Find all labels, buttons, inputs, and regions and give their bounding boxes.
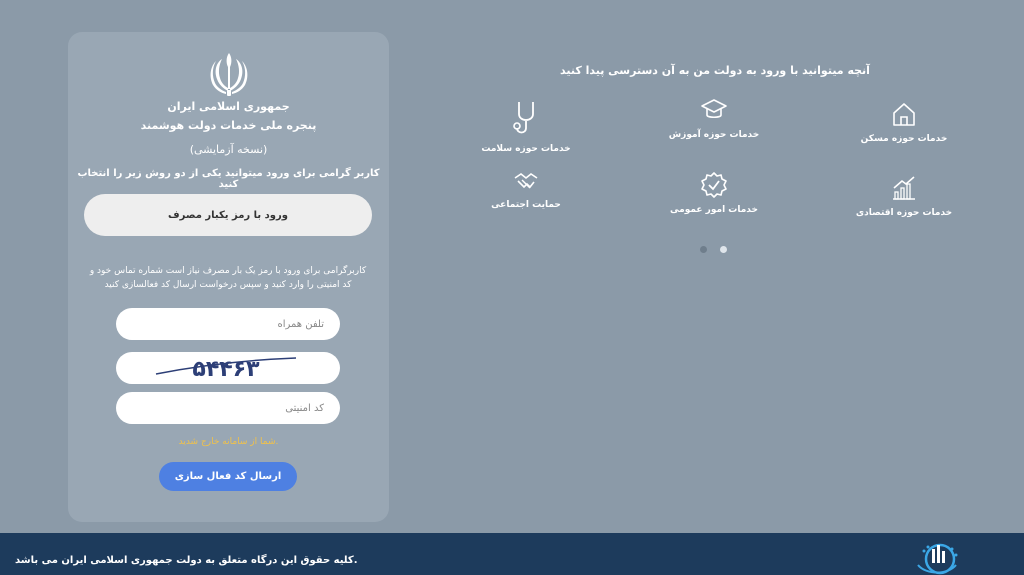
session-exit-message: شما از سامانه خارج شدید. (178, 437, 279, 447)
captcha-image (116, 352, 340, 384)
otp-help-text: کاربرگرامی برای ورود با رمز یک بار مصرف نیاز است شماره تماس خود و کد امنیتی را وارد کنید و سپس درخواست ارسال کد فعالسازی کنید (89, 266, 367, 290)
login-card (68, 32, 389, 522)
login-instruction: کاربر گرامی برای ورود میتوانید یکی از دو روش زیر را انتخاب کنید (77, 168, 380, 190)
service-label: خدمات حوزه اقتصادی (855, 208, 953, 218)
service-economy[interactable] (834, 174, 974, 218)
service-health[interactable] (456, 98, 596, 154)
service-public-affairs[interactable] (644, 171, 784, 215)
service-label: حمایت اجتماعی (491, 200, 561, 210)
service-label: خدمات حوزه مسکن (860, 134, 948, 144)
security-code-input[interactable] (116, 392, 340, 424)
phone-input[interactable] (116, 308, 340, 340)
handshake-icon (512, 170, 540, 194)
captcha-text: ۵۴۴۶۳ (192, 357, 260, 382)
carousel-dot-active[interactable] (720, 246, 727, 253)
service-label: خدمات حوزه سلامت (481, 144, 571, 154)
chart-growth-icon (890, 174, 918, 202)
service-education[interactable] (644, 96, 784, 140)
service-label: خدمات امور عمومی (670, 205, 758, 215)
service-label: خدمات حوزه آموزش (668, 130, 760, 140)
footer-copyright: کلیه حقوق این درگاه متعلق به دولت جمهوری اسلامی ایران می باشد. (15, 555, 358, 566)
otp-login-method-button[interactable]: ورود با رمز یکبار مصرف (84, 194, 372, 236)
stethoscope-icon (511, 98, 541, 138)
portal-logo-icon (914, 541, 962, 575)
version-label: (نسخه آزمایشی) (189, 143, 268, 156)
country-title: جمهوری اسلامی ایران (167, 100, 290, 113)
graduation-cap-icon (699, 96, 729, 124)
service-social-support[interactable] (456, 170, 596, 210)
badge-check-icon (700, 171, 728, 199)
footer (0, 533, 1024, 575)
iran-emblem-icon (204, 49, 254, 99)
portal-title: پنجره ملی خدمات دولت هوشمند (140, 119, 317, 132)
house-icon (890, 100, 918, 128)
carousel-dot[interactable] (700, 246, 707, 253)
send-activation-code-button[interactable]: ارسال کد فعال سازی (159, 462, 297, 491)
services-heading: آنچه میتوانید با ورود به دولت من به آن دسترسی پیدا کنید (560, 64, 870, 77)
captcha-graphic (116, 352, 340, 384)
service-housing[interactable] (834, 100, 974, 144)
